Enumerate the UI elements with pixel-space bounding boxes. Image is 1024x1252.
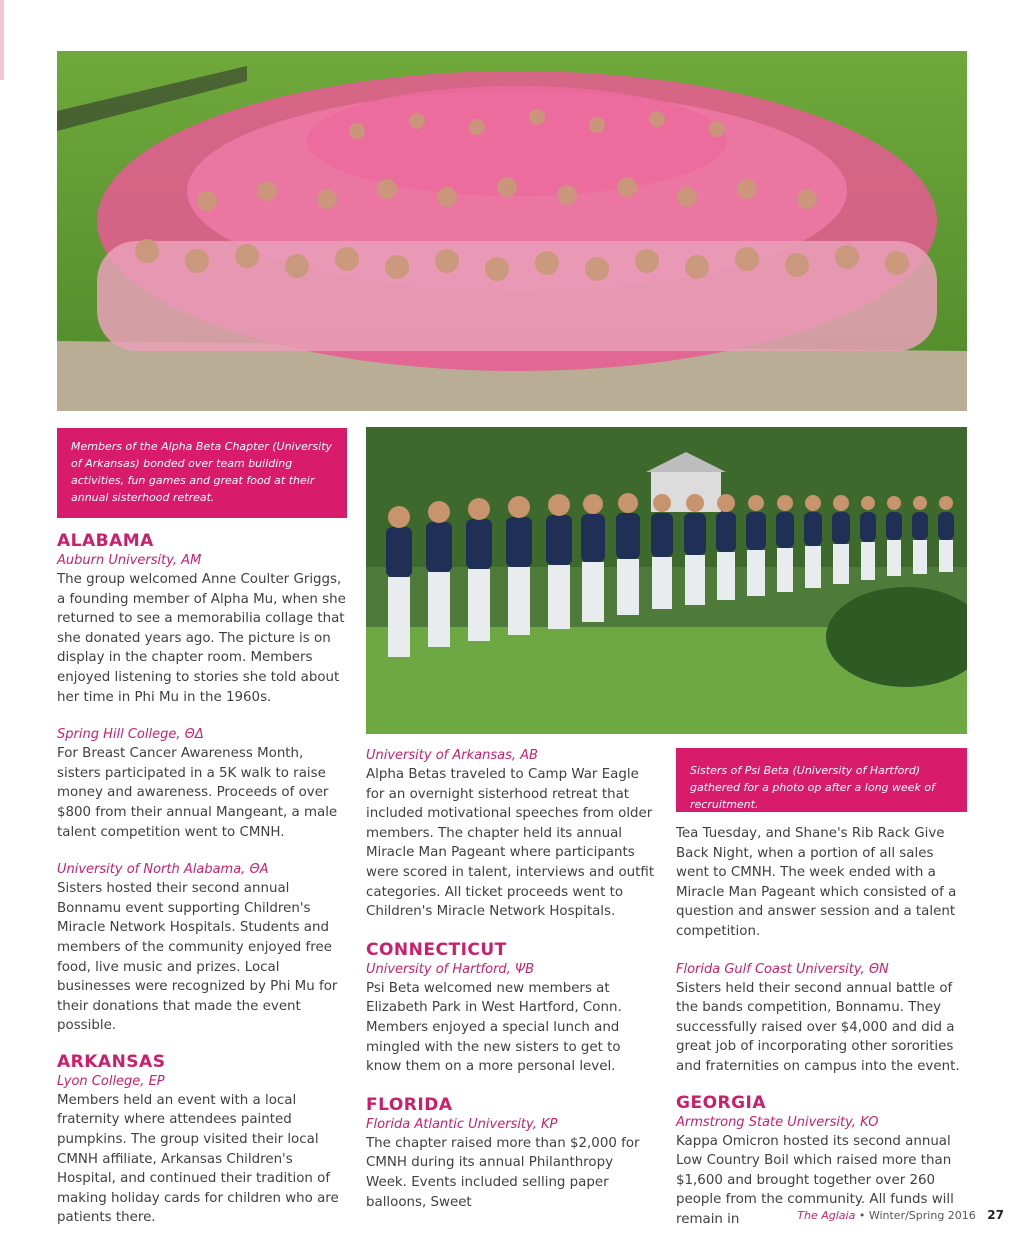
chapter-florida-atlantic: Florida Atlantic University, KP xyxy=(366,1116,558,1132)
article-north-alabama: Sisters hosted their second annual Bonnamu event supporting Children's Miracle Network Hospitals. Students and members of the community enjoyed free food, live music and prizes. Local businesses were recognized by Phi Mu for their donations that made the event possible. xyxy=(57,881,338,1034)
magazine-name: The Aglaia xyxy=(797,1209,856,1222)
article-auburn: The group welcomed Anne Coulter Griggs, a founding member of Alpha Mu, when she returned to see a memorabilia collage that she donated years ago. The picture is on display in the chapter room. Members enjoyed listening to stories she told about her time in Phi Mu in the 1960s. xyxy=(57,572,346,705)
article-spring-hill: For Breast Cancer Awareness Month, sisters participated in a 5K walk to raise money and awareness. Proceeds of over $800 from their annual Mangeant, a male talent competition went to CMNH. xyxy=(57,746,338,840)
group-photo-psi-beta-image xyxy=(366,427,967,734)
chapter-spring-hill: Spring Hill College, ΘΔ xyxy=(57,727,204,743)
chapter-univ-arkansas: University of Arkansas, AB xyxy=(366,748,538,763)
state-heading-georgia: GEORGIA xyxy=(676,1092,767,1113)
article-univ-arkansas: Alpha Betas traveled to Camp War Eagle for an overnight sisterhood retreat that included motivational speeches from older members. The chapter held its annual Miracle Man Pageant where participants were scored in talent, interviews and outfit categories. All ticket proceeds went to Children's Miracle Network Hospitals. xyxy=(366,767,655,920)
state-heading-florida: FLORIDA xyxy=(366,1094,453,1115)
chapter-florida-gulf-coast: Florida Gulf Coast University, ΘN xyxy=(676,961,889,977)
chapter-lyon: Lyon College, EP xyxy=(57,1073,165,1089)
photo-caption-psi-beta xyxy=(676,748,967,812)
group-photo-psi-beta xyxy=(366,427,967,734)
page-footer xyxy=(797,1208,1004,1222)
page-number: 27 xyxy=(987,1208,1004,1222)
caption-text: Sisters of Psi Beta (University of Hartford) gathered for a photo op after a long week of recruitment. xyxy=(690,764,936,811)
article-hartford: Psi Beta welcomed new members at Elizabeth Park in West Hartford, Conn. Members enjoyed a special lunch and mingled with the new sisters to get to know them on a more personal level. xyxy=(366,980,622,1075)
issue-label: • Winter/Spring 2016 xyxy=(858,1209,976,1222)
group-photo-alpha-beta-image xyxy=(57,51,967,411)
state-heading-connecticut: CONNECTICUT xyxy=(366,939,507,960)
article-armstrong: Kappa Omicron hosted its second annual Low Country Boil which raised more than $1,600 and brought together over 260 people from the community. All funds will remain in xyxy=(676,1133,954,1227)
chapter-hartford: University of Hartford, ΨB xyxy=(366,961,535,977)
column-1 xyxy=(57,531,347,1228)
chapter-auburn: Auburn University, AM xyxy=(57,553,202,568)
article-florida-gulf-coast: Sisters held their second annual battle of the bands competition, Bonnamu. They successfully raised over $4,000 and did a great job of incorporating other sororities and fraternities on campus into the event. xyxy=(676,980,960,1074)
state-heading-arkansas: ARKANSAS xyxy=(57,1051,166,1072)
state-heading-alabama: ALABAMA xyxy=(57,531,154,551)
photo-caption-alpha-beta xyxy=(57,428,347,518)
column-2 xyxy=(366,746,656,1212)
article-florida-atlantic-continued: Tea Tuesday, and Shane's Rib Rack Give Back Night, when a portion of all sales went to CMNH. The week ended with a Miracle Man Pageant which consisted of a question and answer session and a talent competition. xyxy=(676,826,957,939)
column-3 xyxy=(676,824,967,1230)
article-lyon: Members held an event with a local fraternity where attendees painted pumpkins. The group visited their local CMNH affiliate, Arkansas Children's Hospital, and continued their tradition of making holiday cards for children who are patients there. xyxy=(57,1092,339,1226)
edge-mark xyxy=(0,0,4,80)
caption-text: Members of the Alpha Beta Chapter (University of Arkansas) bonded over team building activities, fun games and great food at their annual sisterhood retreat. xyxy=(71,440,333,504)
chapter-armstrong: Armstrong State University, KO xyxy=(676,1114,879,1130)
group-photo-alpha-beta xyxy=(57,51,967,411)
chapter-north-alabama: University of North Alabama, ΘA xyxy=(57,862,269,878)
article-florida-atlantic: The chapter raised more than $2,000 for CMNH during its annual Philanthropy Week. Events included selling paper balloons, Sweet xyxy=(366,1135,640,1210)
